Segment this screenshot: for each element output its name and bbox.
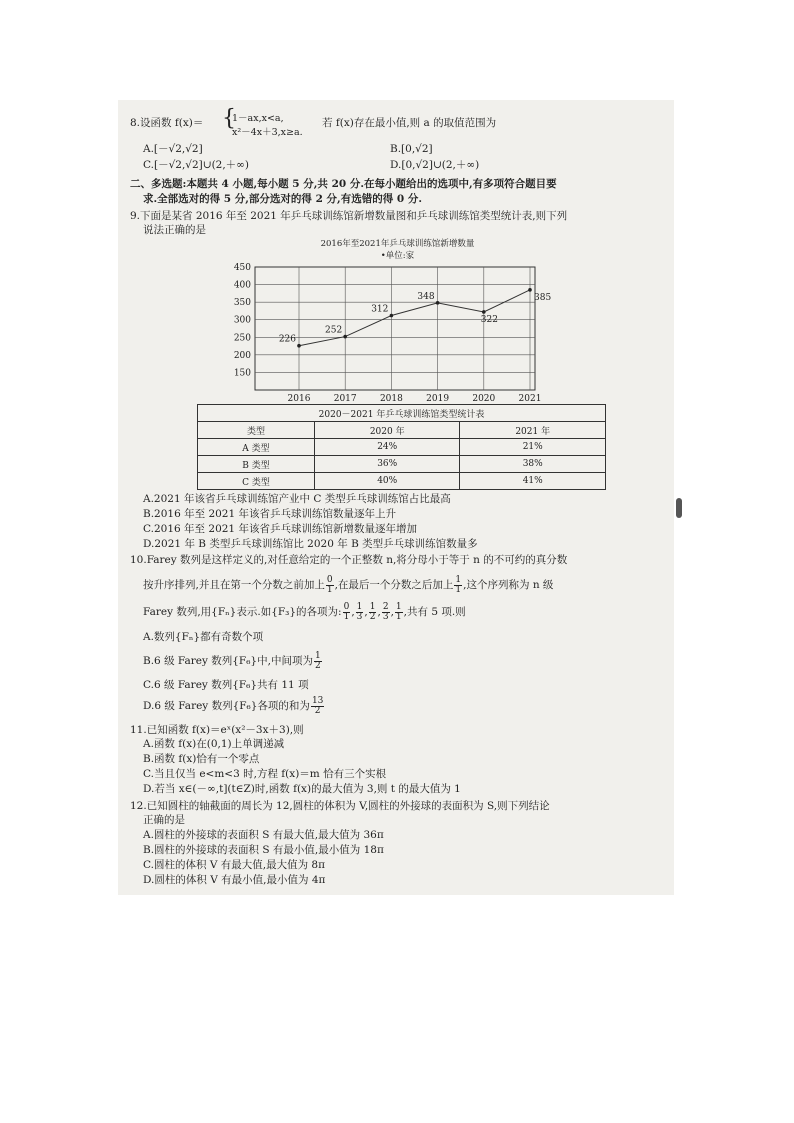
- q12-option-c: C.圆柱的体积 V 有最大值,最大值为 8π: [143, 859, 326, 871]
- y-tick-label: 250: [233, 333, 251, 344]
- table-cell: 36%: [314, 456, 459, 473]
- q12-option-b: B.圆柱的外接球的表面积 S 有最小值,最小值为 18π: [143, 844, 384, 856]
- q9-option-c: C.2016 年至 2021 年该省乒乓球训练馆新增数量逐年增加: [143, 523, 417, 535]
- table-cell: 38%: [460, 456, 606, 473]
- y-tick-label: 450: [233, 263, 251, 273]
- table-header: 类型: [198, 422, 315, 439]
- data-label: 252: [325, 325, 343, 336]
- y-tick-label: 400: [233, 280, 251, 291]
- x-tick-label: 2020: [472, 394, 496, 404]
- table-cell: 24%: [314, 439, 459, 456]
- table-cell: A 类型: [198, 439, 315, 456]
- type-stats-table: [197, 404, 606, 490]
- q10-line3b: ,共有 5 项.则: [403, 606, 466, 618]
- q10-line2c: ,这个序列称为 n 级: [463, 579, 554, 591]
- q12-line1: 12.已知圆柱的轴截面的周长为 12,圆柱的体积为 V,圆柱的外接球的表面积为 S,则下列结论: [130, 800, 550, 812]
- data-point: [390, 314, 394, 318]
- q8-lead: 8.设函数 f(x)＝: [130, 117, 204, 129]
- x-tick-label: 2017: [333, 394, 357, 404]
- data-point: [482, 310, 486, 314]
- q11-option-a: A.函数 f(x)在(0,1)上单调递减: [143, 738, 285, 750]
- q12-option-a: A.圆柱的外接球的表面积 S 有最大值,最大值为 36π: [143, 829, 384, 841]
- q10-line3: Farey 数列,用{Fₙ}表示.如{F₃}的各项为: $\frac{0}{1}$ , $\frac{1}{3}$ , $\frac{1}{2}$ , $\frac{2}{3}$ , $\frac{1}{1}$ ,共有 5 项.则: [143, 601, 466, 622]
- q9-option-d: D.2021 年 B 类型乒乓球训练馆比 2020 年 B 类型乒乓球训练馆数量多: [143, 538, 478, 550]
- q8-option-b: B.[0,√2]: [390, 143, 433, 155]
- x-tick-label: 2019: [426, 394, 450, 404]
- table-header: 2021 年: [460, 422, 606, 439]
- q12-option-d: D.圆柱的体积 V 有最小值,最小值为 4π: [143, 874, 326, 886]
- piecewise-brace: {: [222, 106, 236, 131]
- q8-option-c: C.[－√2,√2]∪(2,＋∞): [143, 159, 250, 171]
- q8-option-a: A.[－√2,√2]: [143, 143, 203, 155]
- q11-option-b: B.函数 f(x)恰有一个零点: [143, 753, 260, 765]
- data-label: 226: [278, 334, 296, 345]
- q8-tail: 若 f(x)存在最小值,则 a 的取值范围为: [322, 117, 497, 129]
- q11-option-d: D.若当 x∈(－∞,t](t∈Z)时,函数 f(x)的最大值为 3,则 t 的最大值为 1: [143, 783, 461, 795]
- q10-option-a: A.数列{Fₙ}都有奇数个项: [143, 631, 264, 643]
- y-tick-label: 200: [233, 350, 251, 361]
- table-cell: 40%: [314, 473, 459, 490]
- data-point: [436, 301, 440, 305]
- q9-line2: 说法正确的是: [143, 224, 206, 236]
- q8-piece2: x²－4x＋3,x≥a.: [232, 127, 303, 138]
- section2-line1: 二、多选题:本题共 4 小题,每小题 5 分,共 20 分.在每小题给出的选项中,有多项符合题目要: [130, 178, 557, 190]
- section2-line2: 求.全部选对的得 5 分,部分选对的得 2 分,有选错的得 0 分.: [143, 193, 422, 205]
- y-tick-label: 300: [233, 315, 251, 326]
- q9-option-b: B.2016 年至 2021 年该省乒乓球训练馆数量逐年上升: [143, 508, 397, 520]
- table-cell: 21%: [460, 439, 606, 456]
- q8-option-d: D.[0,√2]∪(2,＋∞): [390, 159, 480, 171]
- table-cell: B 类型: [198, 456, 315, 473]
- x-tick-label: 2016: [287, 394, 311, 404]
- fraction: $\frac{1}{3}$: [356, 601, 363, 622]
- q9-line1: 9.下面是某省 2016 年至 2021 年乒乓球训练馆新增数量图和乒乓球训练馆类型统计表,则下列: [130, 210, 568, 222]
- fraction: $\frac{2}{3}$: [382, 601, 389, 622]
- fraction: $\frac{1}{2}$: [314, 650, 321, 671]
- q10-line2: [143, 574, 553, 596]
- q10-option-d-text: D.6 级 Farey 数列{F₆}各项的和为: [143, 700, 310, 712]
- table-cell: C 类型: [198, 473, 315, 490]
- plot-frame: [255, 267, 535, 390]
- fraction: $\frac{0}{1}$: [326, 574, 333, 595]
- q10-option-b-text: B.6 级 Farey 数列{F₆}中,中间项为: [143, 655, 313, 667]
- fraction: $\frac{1}{1}$: [455, 574, 462, 595]
- data-label: 385: [534, 292, 552, 303]
- q10-option-d: [143, 695, 325, 717]
- data-label: 348: [417, 291, 435, 302]
- q8-piece1: 1－ax,x<a,: [232, 113, 284, 124]
- y-tick-label: 150: [233, 368, 251, 379]
- q9-option-a: A.2021 年该省乒乓球训练馆产业中 C 类型乒乓球训练馆占比最高: [143, 493, 451, 505]
- q10-line2a: 按升序排列,并且在第一个分数之前加上: [143, 579, 325, 591]
- x-tick-label: 2018: [379, 394, 403, 404]
- fraction: $\frac{13}{2}$: [311, 695, 324, 716]
- q10-option-b: [143, 650, 323, 672]
- data-label: 312: [371, 304, 389, 315]
- data-label: 322: [480, 314, 498, 325]
- q11-option-c: C.当且仅当 e<m<3 时,方程 f(x)＝m 恰有三个实根: [143, 768, 387, 780]
- fraction: $\frac{1}{1}$: [395, 601, 402, 622]
- table-cell: 41%: [460, 473, 606, 490]
- fraction: $\frac{1}{2}$: [369, 601, 376, 622]
- x-tick-label: 2021: [518, 394, 542, 404]
- chart-subtitle: •单位:家: [380, 251, 415, 261]
- q10-line1: 10.Farey 数列是这样定义的,对任意给定的一个正整数 n,将分母小于等于 n 的不可约的真分数: [130, 554, 568, 566]
- data-point: [297, 344, 301, 348]
- data-point: [343, 335, 347, 339]
- table-header: 2020 年: [314, 422, 459, 439]
- data-point: [528, 288, 532, 292]
- q10-option-c: C.6 级 Farey 数列{F₆}共有 11 项: [143, 679, 309, 691]
- chart-title: 2016年至2021年乒乓球训练馆新增数量: [320, 239, 475, 249]
- q11-line1: 11.已知函数 f(x)＝eˣ(x²－3x＋3),则: [130, 724, 304, 736]
- y-tick-label: 350: [233, 298, 251, 309]
- q10-line2b: ,在最后一个分数之后加上: [334, 579, 454, 591]
- q12-line2: 正确的是: [143, 814, 185, 826]
- table-caption: 2020－2021 年乒乓球训练馆类型统计表: [198, 405, 606, 422]
- fraction: $\frac{0}{1}$: [343, 601, 350, 622]
- q10-line3a: Farey 数列,用{Fₙ}表示.如{F₃}的各项为:: [143, 606, 342, 618]
